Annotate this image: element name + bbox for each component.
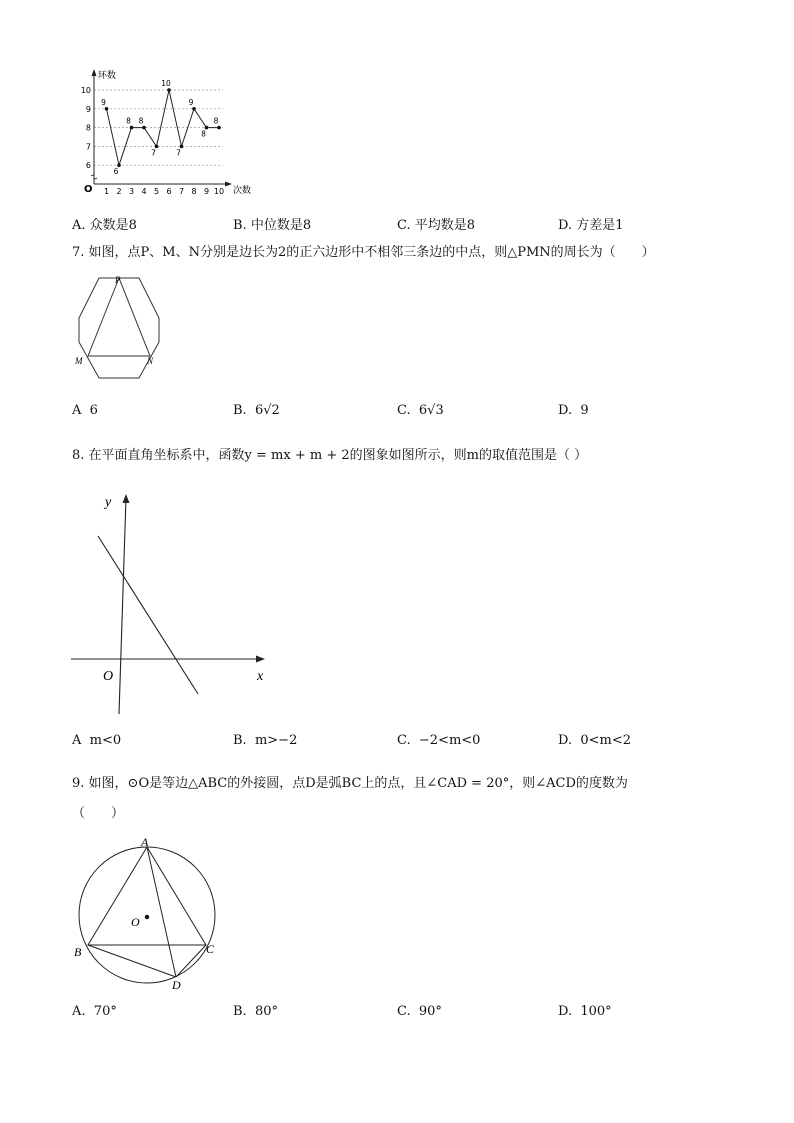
q7-hexagon-figure — [70, 270, 170, 385]
option-letter: D. — [558, 733, 573, 748]
triangle-pmn — [88, 278, 150, 356]
q9-number: 9. — [72, 776, 85, 791]
chart-y-tick-label: 6 — [85, 161, 91, 171]
label-a: A — [141, 835, 149, 849]
option-letter: C. — [397, 733, 411, 748]
q9-text: 如图，⊙O是等边△ABC的外接圆，点D是弧BC上的点，且∠CAD = 20°，则∠ACD的度数为 — [88, 776, 628, 791]
chart-axis-break — [91, 175, 97, 179]
chart-x-tick-label: 10 — [213, 187, 225, 196]
chart-data-point — [130, 126, 134, 130]
q8-coordinate-figure — [65, 490, 275, 720]
option-text: 平均数是8 — [414, 218, 476, 233]
option-text: 众数是8 — [89, 218, 137, 233]
option-letter: A — [72, 403, 82, 418]
chart-x-tick-label: 1 — [103, 187, 110, 196]
chart-x-tick-label: 5 — [153, 187, 160, 196]
chart-y-tick-label: 9 — [85, 104, 91, 114]
option-text: 6 — [89, 403, 98, 418]
q9-option-d[interactable] — [558, 1004, 612, 1019]
option-text: 100° — [580, 1004, 612, 1019]
option-letter: C. — [397, 218, 411, 233]
label-m: M — [75, 356, 83, 366]
chart-data-label: 10 — [161, 79, 171, 88]
label-y: y — [105, 495, 112, 510]
option-letter: D. — [558, 403, 573, 418]
option-letter: B. — [233, 1004, 247, 1019]
option-text: 80° — [254, 1004, 278, 1019]
q7-option-b[interactable] — [233, 403, 280, 418]
chart-data-point — [142, 126, 146, 130]
option-letter: B. — [233, 218, 247, 233]
chart-data-label: 9 — [101, 97, 106, 107]
q8-option-a[interactable] — [72, 733, 121, 748]
q8-option-d[interactable] — [558, 733, 631, 748]
label-origin: O — [103, 669, 114, 684]
q9-stem — [72, 776, 628, 792]
center-dot — [145, 915, 149, 919]
chart-data-label: 6 — [113, 167, 119, 177]
label-p: P — [115, 275, 121, 285]
option-text: 90° — [418, 1004, 442, 1019]
q7-text: 如图，点P、M、N分别是边长为2的正六边形中不相邻三条边的中点，则△PMN的周长为（ ） — [88, 245, 655, 260]
option-text: 6√3 — [418, 403, 444, 418]
chart-x-axis-arrow — [225, 182, 232, 187]
option-letter: D. — [558, 1004, 573, 1019]
label-c: C — [206, 942, 215, 956]
q7-number: 7. — [72, 245, 85, 260]
q7-option-a[interactable] — [72, 403, 98, 418]
option-text: 9 — [580, 403, 589, 418]
chart-y-axis-arrow — [92, 69, 97, 76]
q8-text: 在平面直角坐标系中，函数y = mx + m + 2的图象如图所示，则m的取值范围是（ ） — [88, 448, 588, 463]
triangle-abc — [88, 847, 206, 945]
q9-option-c[interactable] — [397, 1004, 442, 1019]
chart-data-point — [105, 107, 109, 111]
q9-answer-paren: （ ） — [72, 806, 125, 821]
option-text: m>−2 — [254, 733, 298, 748]
label-o: O — [131, 915, 140, 929]
q6-option-a[interactable] — [72, 214, 137, 233]
q6-option-d[interactable] — [558, 214, 624, 233]
segment-cd — [176, 945, 206, 977]
chart-data-label: 8 — [138, 116, 144, 126]
option-letter: C. — [397, 1004, 411, 1019]
chart-data-label: 8 — [213, 116, 219, 126]
chart-data-label: 9 — [188, 97, 194, 107]
segment-ad — [147, 847, 176, 977]
option-text: m<0 — [89, 733, 122, 748]
chart-x-tick-label: 9 — [203, 187, 210, 196]
q6-option-b[interactable] — [233, 214, 311, 233]
chart-data-label: 8 — [126, 116, 131, 126]
q8-option-c[interactable] — [397, 733, 480, 748]
q8-number: 8. — [72, 448, 85, 463]
chart-data-label: 7 — [151, 148, 156, 158]
option-text: 0<m<2 — [580, 733, 632, 748]
q8-stem — [72, 448, 587, 464]
q9-option-b[interactable] — [233, 1004, 278, 1019]
option-text: 70° — [93, 1004, 117, 1019]
chart-data-label: 7 — [176, 148, 181, 158]
option-text: 6√2 — [254, 403, 280, 418]
x-axis-arrow — [256, 656, 265, 663]
chart-x-tick-label: 2 — [116, 187, 122, 196]
q6-option-c[interactable] — [397, 214, 475, 233]
chart-x-tick-label: 7 — [178, 187, 185, 196]
option-letter: A. — [72, 218, 86, 233]
chart-data-label: 8 — [201, 129, 206, 139]
chart-origin-label: O — [84, 184, 93, 195]
chart-y-tick-label: 7 — [85, 142, 91, 152]
option-letter: D. — [558, 218, 573, 233]
q7-option-d[interactable] — [558, 403, 589, 418]
q6-line-chart — [78, 66, 258, 200]
chart-data-point — [167, 88, 171, 92]
y-axis-arrow — [123, 494, 130, 503]
option-letter: B. — [233, 403, 247, 418]
option-letter: A — [72, 733, 82, 748]
segment-bd — [88, 945, 176, 977]
option-text: 中位数是8 — [250, 218, 312, 233]
chart-x-tick-label: 4 — [141, 187, 147, 196]
q9-circle-figure — [68, 834, 228, 994]
option-letter: B. — [233, 733, 247, 748]
chart-x-tick-label: 3 — [128, 187, 135, 196]
label-b: B — [74, 945, 82, 959]
chart-data-point — [217, 126, 221, 130]
q9-option-a[interactable] — [72, 1004, 117, 1019]
option-text: 方差是1 — [576, 218, 624, 233]
label-n: N — [147, 356, 154, 366]
y-axis — [119, 498, 126, 714]
option-text: −2<m<0 — [418, 733, 481, 748]
q8-option-b[interactable] — [233, 733, 297, 748]
chart-y-tick-label: 8 — [85, 123, 91, 133]
q7-option-c[interactable] — [397, 403, 444, 418]
label-x: x — [257, 669, 264, 684]
label-d: D — [172, 978, 181, 992]
chart-x-tick-label: 6 — [166, 187, 172, 196]
chart-xlabel: 次数 — [233, 186, 252, 196]
chart-y-tick-label: 10 — [80, 86, 91, 95]
option-letter: C. — [397, 403, 411, 418]
chart-x-tick-label: 8 — [191, 187, 197, 196]
option-letter: A. — [72, 1004, 86, 1019]
q7-stem — [72, 245, 655, 261]
chart-ylabel: 环数 — [98, 71, 117, 81]
chart-data-point — [192, 107, 196, 111]
